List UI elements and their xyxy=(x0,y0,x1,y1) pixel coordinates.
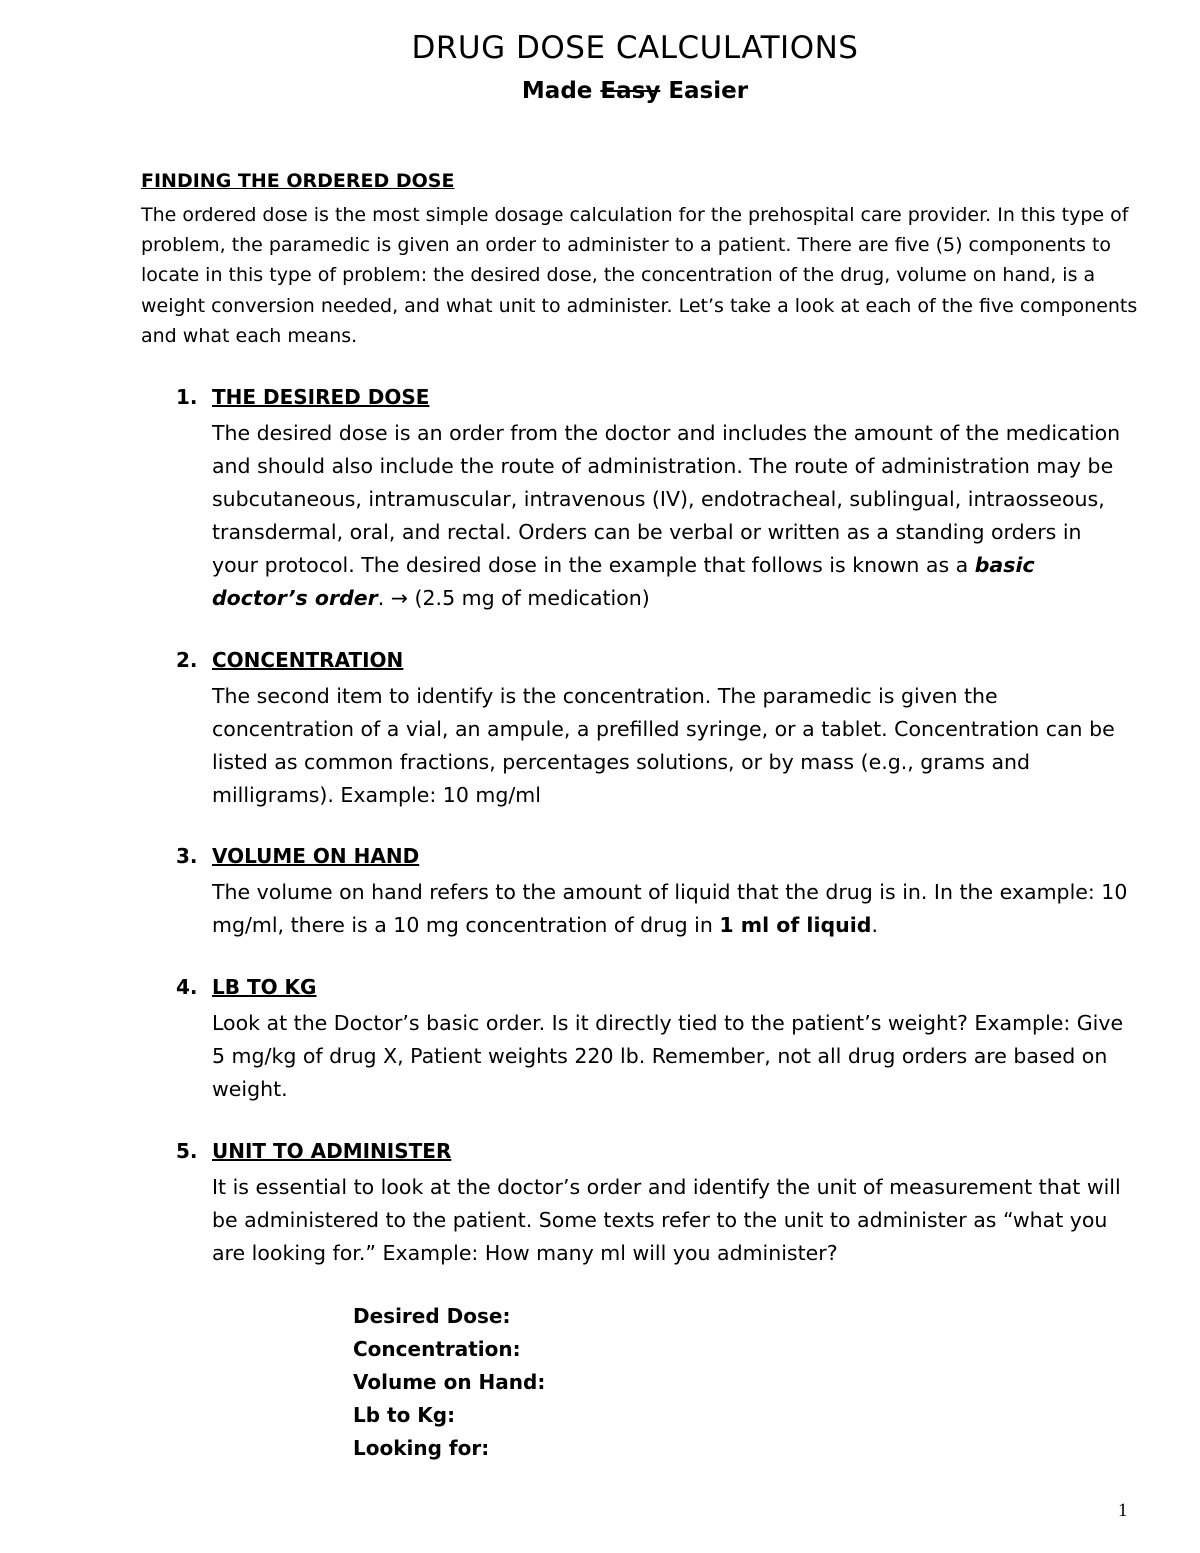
item-heading: LB TO KG xyxy=(212,975,317,999)
document-title: DRUG DOSE CALCULATIONS xyxy=(411,30,859,66)
item-body-tail: . xyxy=(871,913,878,937)
item-body: Look at the Doctor’s basic order. Is it directly tied to the patient’s weight? Example: Give 5 mg/kg of drug X, Patient weights 220 lb. Remember, not all drug orders are based on weight. xyxy=(212,1011,1124,1101)
item-emphasis: basic doctor’s order xyxy=(212,553,1035,610)
item-heading: CONCENTRATION xyxy=(212,648,404,672)
item-number: 4. xyxy=(176,975,198,999)
subtitle-prefix: Made xyxy=(521,78,601,104)
field-concentration: Concentration: xyxy=(353,1337,521,1361)
item-body xyxy=(212,417,1132,615)
section-intro: The ordered dose is the most simple dosage calculation for the prehospital care provider. In this type of problem, the paramedic is given an order to administer to a patient. There are five (5) components to locate in this type of problem: the desired dose, the concentration of the drug, volume on hand, is a weight conversion needed, and what unit to administer. Let’s take a look at each of the five components and what each means. xyxy=(141,204,1138,347)
item-body: The second item to identify is the concentration. The paramedic is given the concentration of a vial, an ampule, a prefilled syringe, or a tablet. Concentration can be listed as common fractions, percentages solutions, or by mass (e.g., grams and milligrams). Example: 10 mg/ml xyxy=(212,684,1115,807)
page-number: 1 xyxy=(1118,1500,1128,1521)
item-number: 5. xyxy=(176,1139,198,1163)
field-desired-dose: Desired Dose: xyxy=(353,1304,511,1328)
document-subtitle xyxy=(0,78,1200,104)
subtitle-suffix: Easier xyxy=(660,78,749,104)
item-number: 2. xyxy=(176,648,198,672)
item-number: 1. xyxy=(176,385,198,409)
item-body-tail: . → (2.5 mg of medication) xyxy=(377,586,650,610)
item-body xyxy=(212,876,1132,942)
item-body: It is essential to look at the doctor’s order and identify the unit of measurement that will be administered to the patient. Some texts refer to the unit to administer as “what you are looking for.” Example: How many ml will you administer? xyxy=(212,1175,1121,1265)
item-body-text: The volume on hand refers to the amount of liquid that the drug is in. In the example: 10 mg/ml, there is a 10 mg concentration of drug in xyxy=(212,880,1128,937)
field-lb-to-kg: Lb to Kg: xyxy=(353,1403,456,1427)
item-number: 3. xyxy=(176,844,198,868)
item-heading: UNIT TO ADMINISTER xyxy=(212,1139,452,1163)
item-emphasis: 1 ml of liquid xyxy=(719,913,872,937)
calculation-fields xyxy=(353,1300,545,1465)
item-heading: VOLUME ON HAND xyxy=(212,844,420,868)
subtitle-struck-word: Easy xyxy=(600,78,661,104)
item-body-text: The desired dose is an order from the doctor and includes the amount of the medication and should also include the route of administration. The route of administration may be subcutaneous, intramuscular, intravenous (IV), endotracheal, sublingual, intraosseous, transdermal, oral, and rectal. Orders can be verbal or written as a standing orders in your protocol. The desired dose in the example that follows is known as a xyxy=(212,421,1121,577)
field-volume-on-hand: Volume on Hand: xyxy=(353,1370,546,1394)
field-looking-for: Looking for: xyxy=(353,1436,490,1460)
section-heading: FINDING THE ORDERED DOSE xyxy=(141,170,455,192)
item-heading: THE DESIRED DOSE xyxy=(212,385,430,409)
